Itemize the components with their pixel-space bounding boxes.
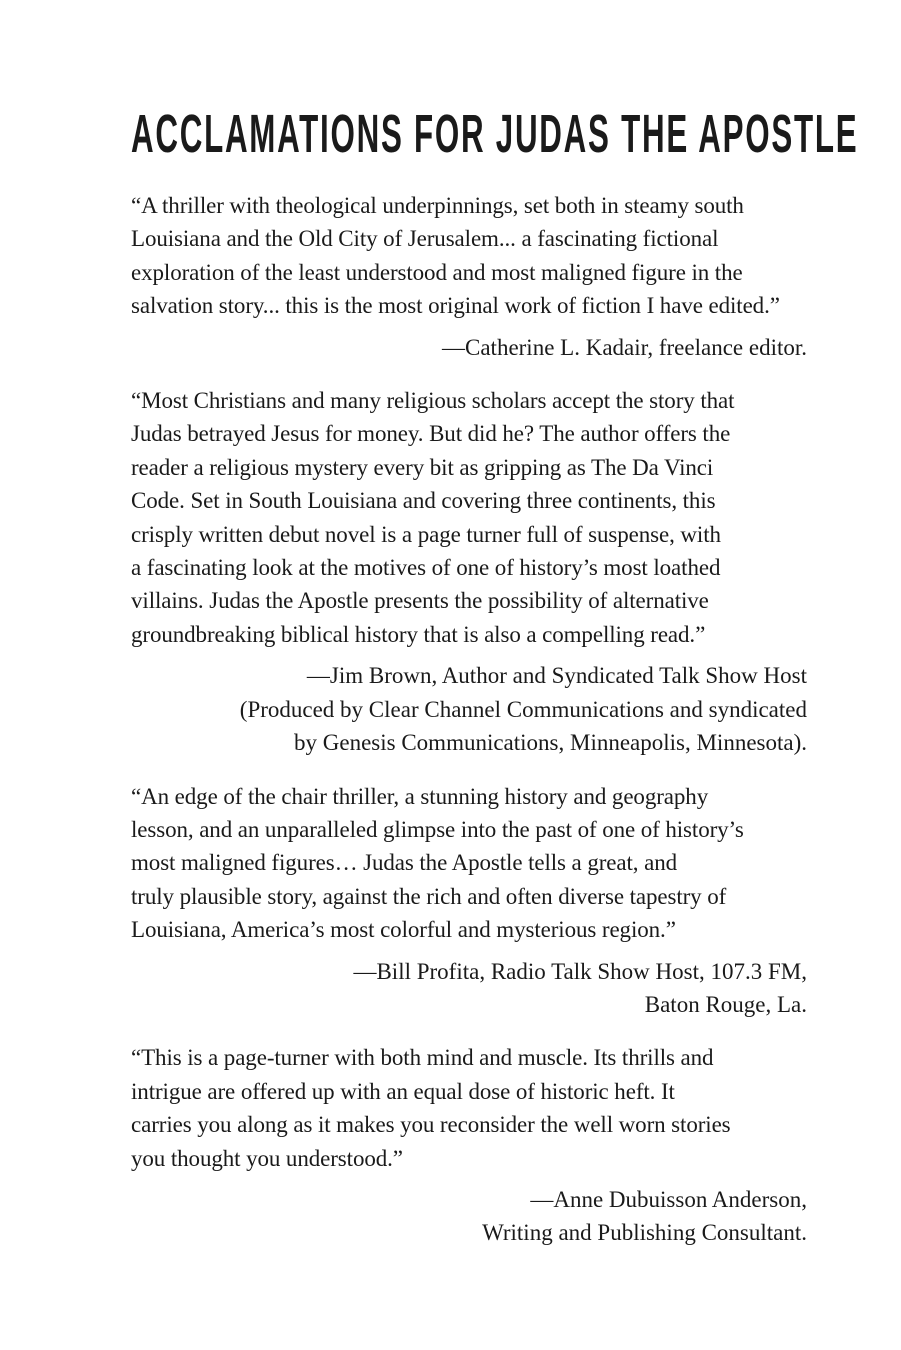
page-title: ACCLAMATIONS FOR JUDAS THE APOSTLE [131,104,859,164]
testimonial-1 [131,189,807,364]
quote-text: “Most Christians and many religious scholars accept the story that Judas betrayed Jesus for money. But did he? The author offers the reader a religious mystery every bit as gripping as The Da Vinci Code. Set in South Louisiana and covering three continents, this crisply written debut novel is a page turner full of suspense, with a fascinating look at the motives of one of history’s most loathed villains. Judas the Apostle presents the possibility of alternative groundbreaking biblical history that is also a compelling read.” [131,388,735,647]
quote-text: “An edge of the chair thriller, a stunning history and geography lesson, and an unparalleled glimpse into the past of one of history’s most maligned figures… Judas the Apostle tells a great, and truly plausible story, against the rich and often diverse tapestry of Louisiana, America’s most colorful and mysterious region.” [131,783,744,943]
quote-text: “This is a page-turner with both mind and muscle. Its thrills and intrigue are offered up with an equal dose of historic heft. It carries you along as it makes you reconsider the well worn stories you thought you understood.” [131,1045,731,1171]
quote-attribution: —Catherine L. Kadair, freelance editor. [442,334,807,360]
testimonial-2 [131,384,807,759]
quote-attribution: —Jim Brown, Author and Syndicated Talk Show Host (Produced by Clear Channel Communications and syndicated by Genesis Communications, Minneapolis, Minnesota). [239,663,807,756]
quote-attribution: —Anne Dubuisson Anderson, Writing and Publishing Consultant. [482,1186,807,1246]
testimonial-3 [131,780,807,1022]
quote-text: “A thriller with theological underpinnings, set both in steamy south Louisiana and the Old City of Jerusalem... a fascinating fictional exploration of the least understood and most maligned figure in the salvation story... this is the most original work of fiction I have edited.” [131,193,780,319]
quote-attribution: —Bill Profita, Radio Talk Show Host, 107.3 FM, Baton Rouge, La. [353,958,807,1017]
testimonial-4 [131,1041,807,1249]
page [131,103,859,1270]
